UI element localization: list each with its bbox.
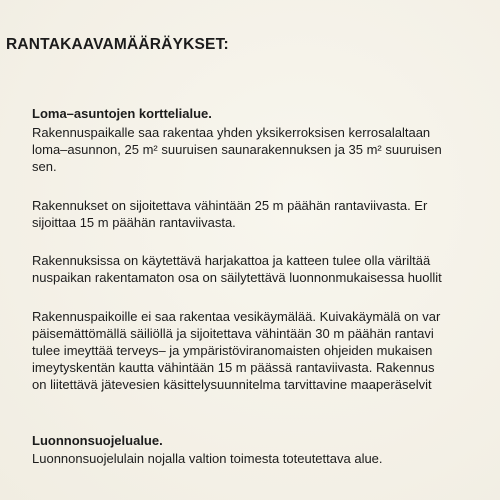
paragraph-kaymala: [32, 308, 440, 393]
text-line: nuspaikan rakentamaton osa on säilytettävä luonnonmukaisessa huollit: [32, 270, 442, 285]
text-line: imeytyskentän kautta vähintään 15 m päässä rantaviivasta. Rakennus: [32, 360, 435, 375]
paragraph-rakennuspaikka: [32, 124, 442, 175]
section-heading-loma-asunnot: Loma–asuntojen korttelialue.: [32, 106, 212, 121]
text-line: loma–asunnon, 25 m² suuruisen saunarakennuksen ja 35 m² suuruisen: [32, 142, 442, 157]
paragraph-sijoitus: [32, 197, 427, 231]
section-heading-luonnonsuojelualue: Luonnonsuojelualue.: [32, 433, 163, 448]
text-line: päisemättömällä säiliöllä ja sijoitettava vähintään 30 m päähän rantavi: [32, 326, 434, 341]
text-line: sijoittaa 15 m päähän rantaviivasta.: [32, 215, 236, 230]
text-line: tulee imeyttää terveys– ja ympäristöviranomaisten ohjeiden mukaisen: [32, 343, 433, 358]
text-line: Rakennuspaikoille ei saa rakentaa vesikäymälää. Kuivakäymälä on var: [32, 309, 441, 324]
text-line: Rakennuspaikalle saa rakentaa yhden yksikerroksisen kerrosalaltaan: [32, 125, 431, 140]
text-line: sen.: [32, 159, 57, 174]
paragraph-luonnonsuojelu: [32, 450, 383, 467]
document-title: RANTAKAAVAMÄÄRÄYKSET:: [6, 36, 229, 53]
text-line: Rakennukset on sijoitettava vähintään 25 m päähän rantaviivasta. Er: [32, 198, 428, 213]
text-line: on liitettävä jätevesien käsittelysuunnitelma tarvittavine maaperäselvit: [32, 377, 432, 392]
text-line: Rakennuksissa on käytettävä harjakattoa ja katteen tulee olla väriltää: [32, 253, 431, 268]
text-line: Luonnonsuojelulain nojalla valtion toimesta toteutettava alue.: [32, 451, 383, 466]
paragraph-harjakatto: [32, 252, 442, 286]
